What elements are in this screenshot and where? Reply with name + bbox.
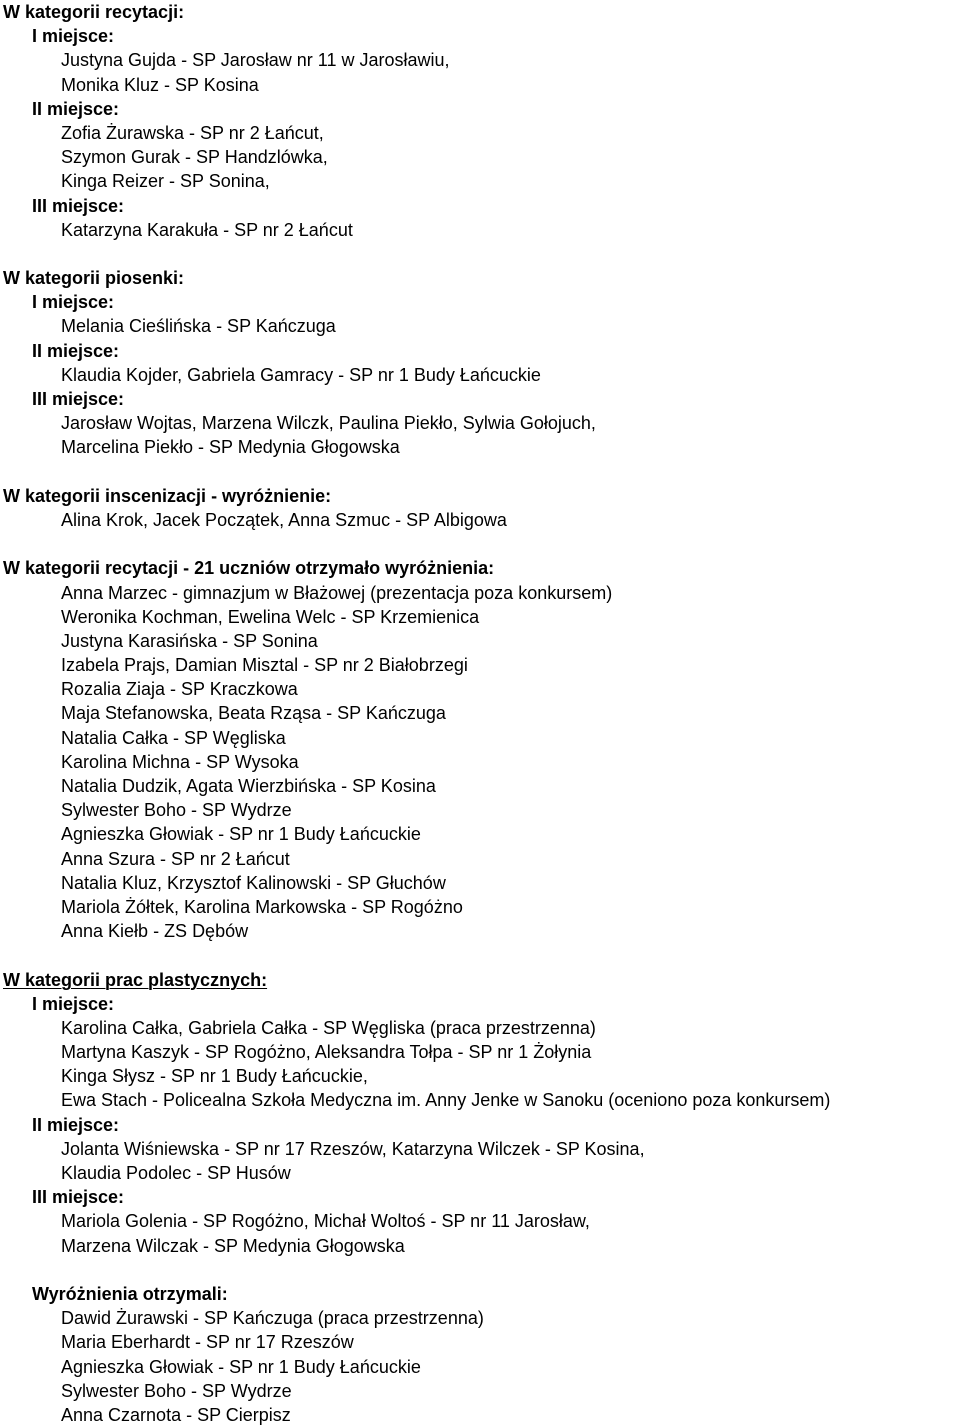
- special-entry: Anna Czarnota - SP Cierpisz: [61, 1404, 291, 1425]
- winner-entry: Rozalia Ziaja - SP Kraczkowa: [61, 679, 298, 700]
- winner-entry: Zofia Żurawska - SP nr 2 Łańcut,: [61, 122, 324, 143]
- winner-entry: Klaudia Kojder, Gabriela Gamracy - SP nr 1 Budy Łańcuckie: [61, 364, 541, 385]
- winner-entry: Melania Cieślińska - SP Kańczuga: [61, 316, 336, 337]
- place-heading: I miejsce:: [32, 26, 115, 47]
- winner-entry: Mariola Żółtek, Karolina Markowska - SP Rogóżno: [61, 896, 463, 917]
- special-entry: Agnieszka Głowiak - SP nr 1 Budy Łańcuckie: [61, 1356, 421, 1377]
- winner-entry: Katarzyna Karakuła - SP nr 2 Łańcut: [61, 219, 353, 240]
- place-heading: II miejsce:: [32, 340, 120, 361]
- winner-entry: Jarosław Wojtas, Marzena Wilczk, Paulina Piekło, Sylwia Gołojuch,: [61, 413, 596, 434]
- winner-entry: Kinga Reizer - SP Sonina,: [61, 171, 270, 192]
- place-heading: I miejsce:: [32, 993, 115, 1014]
- section-heading-text: W kategorii inscenizacji - wyróżnienie:: [3, 485, 332, 506]
- place-heading: III miejsce:: [32, 1187, 125, 1208]
- place-heading: I miejsce:: [32, 292, 115, 313]
- place-heading: III miejsce:: [32, 195, 125, 216]
- section-spacer: [0, 460, 960, 484]
- winner-entry: Sylwester Boho - SP Wydrze: [61, 800, 292, 821]
- winner-entry: Justyna Gujda - SP Jarosław nr 11 w Jarosławiu,: [61, 50, 450, 71]
- winner-entry: Kinga Słysz - SP nr 1 Budy Łańcuckie,: [61, 1066, 368, 1087]
- section-spacer: [0, 1258, 960, 1282]
- winner-entry: Anna Kiełb - ZS Dębów: [61, 921, 249, 942]
- place-heading: III miejsce:: [32, 389, 125, 409]
- winner-entry: Monika Kluz - SP Kosina: [61, 74, 259, 95]
- winner-entry: Karolina Michna - SP Wysoka: [61, 751, 299, 772]
- winner-entry: Agnieszka Głowiak - SP nr 1 Budy Łańcuckie: [61, 824, 421, 845]
- winner-entry: Anna Szura - SP nr 2 Łańcut: [61, 848, 290, 869]
- winner-entry: Jolanta Wiśniewska - SP nr 17 Rzeszów, Katarzyna Wilczek - SP Kosina,: [61, 1138, 645, 1159]
- place-heading: II miejsce:: [32, 1114, 120, 1135]
- winner-entry: Szymon Gurak - SP Handzlówka,: [61, 147, 328, 168]
- winner-entry: Anna Marzec - gimnazjum w Błażowej (prezentacja poza konkursem): [61, 582, 613, 603]
- special-entry: Dawid Żurawski - SP Kańczuga (praca przestrzenna): [61, 1308, 484, 1329]
- special-entry: Maria Eberhardt - SP nr 17 Rzeszów: [61, 1332, 354, 1353]
- section-spacer: [0, 943, 960, 967]
- winner-entry: Mariola Golenia - SP Rogóżno, Michał Woltoś - SP nr 11 Jarosław,: [61, 1211, 590, 1232]
- winner-entry: Ewa Stach - Policealna Szkoła Medyczna im. Anny Jenke w Sanoku (oceniono poza konkursem): [61, 1090, 831, 1111]
- winner-entry: Karolina Całka, Gabriela Całka - SP Węgliska (praca przestrzenna): [61, 1017, 596, 1038]
- section-heading: [0, 556, 960, 580]
- section-heading: [0, 968, 960, 992]
- section-spacer: [0, 242, 960, 266]
- special-entry: Sylwester Boho - SP Wydrze: [61, 1380, 292, 1401]
- place-heading: II miejsce:: [32, 98, 120, 119]
- section-heading-text: W kategorii recytacji:: [3, 2, 185, 22]
- section-spacer: [0, 532, 960, 556]
- winner-entry: Klaudia Podolec - SP Husów: [61, 1163, 291, 1183]
- winner-entry: Marcelina Piekło - SP Medynia Głogowska: [61, 437, 400, 458]
- section-heading-text: W kategorii piosenki:: [3, 268, 185, 289]
- winner-entry: Natalia Kluz, Krzysztof Kalinowski - SP Głuchów: [61, 872, 446, 893]
- winner-entry: Natalia Całka - SP Węgliska: [61, 727, 286, 748]
- special-heading: Wyróżnienia otrzymali:: [32, 1283, 228, 1304]
- winner-entry: Martyna Kaszyk - SP Rogóżno, Aleksandra Tołpa - SP nr 1 Żołynia: [61, 1042, 592, 1063]
- section-heading-text: W kategorii recytacji - 21 uczniów otrzymało wyróżnienia:: [3, 558, 495, 579]
- winner-entry: Maja Stefanowska, Beata Rząsa - SP Kańczuga: [61, 703, 446, 724]
- section-heading: [0, 266, 960, 290]
- winner-entry: Justyna Karasińska - SP Sonina: [61, 630, 318, 651]
- winner-entry: Marzena Wilczak - SP Medynia Głogowska: [61, 1235, 405, 1256]
- winner-entry: Alina Krok, Jacek Początek, Anna Szmuc - SP Albigowa: [61, 509, 507, 530]
- winner-entry: Natalia Dudzik, Agata Wierzbińska - SP Kosina: [61, 776, 436, 796]
- section-heading: [0, 0, 960, 24]
- section-heading-text: W kategorii prac plastycznych:: [3, 969, 268, 990]
- winner-entry: Weronika Kochman, Ewelina Welc - SP Krzemienica: [61, 606, 480, 627]
- winner-entry: Izabela Prajs, Damian Misztal - SP nr 2 Białobrzegi: [61, 655, 468, 676]
- section-heading: [0, 484, 960, 508]
